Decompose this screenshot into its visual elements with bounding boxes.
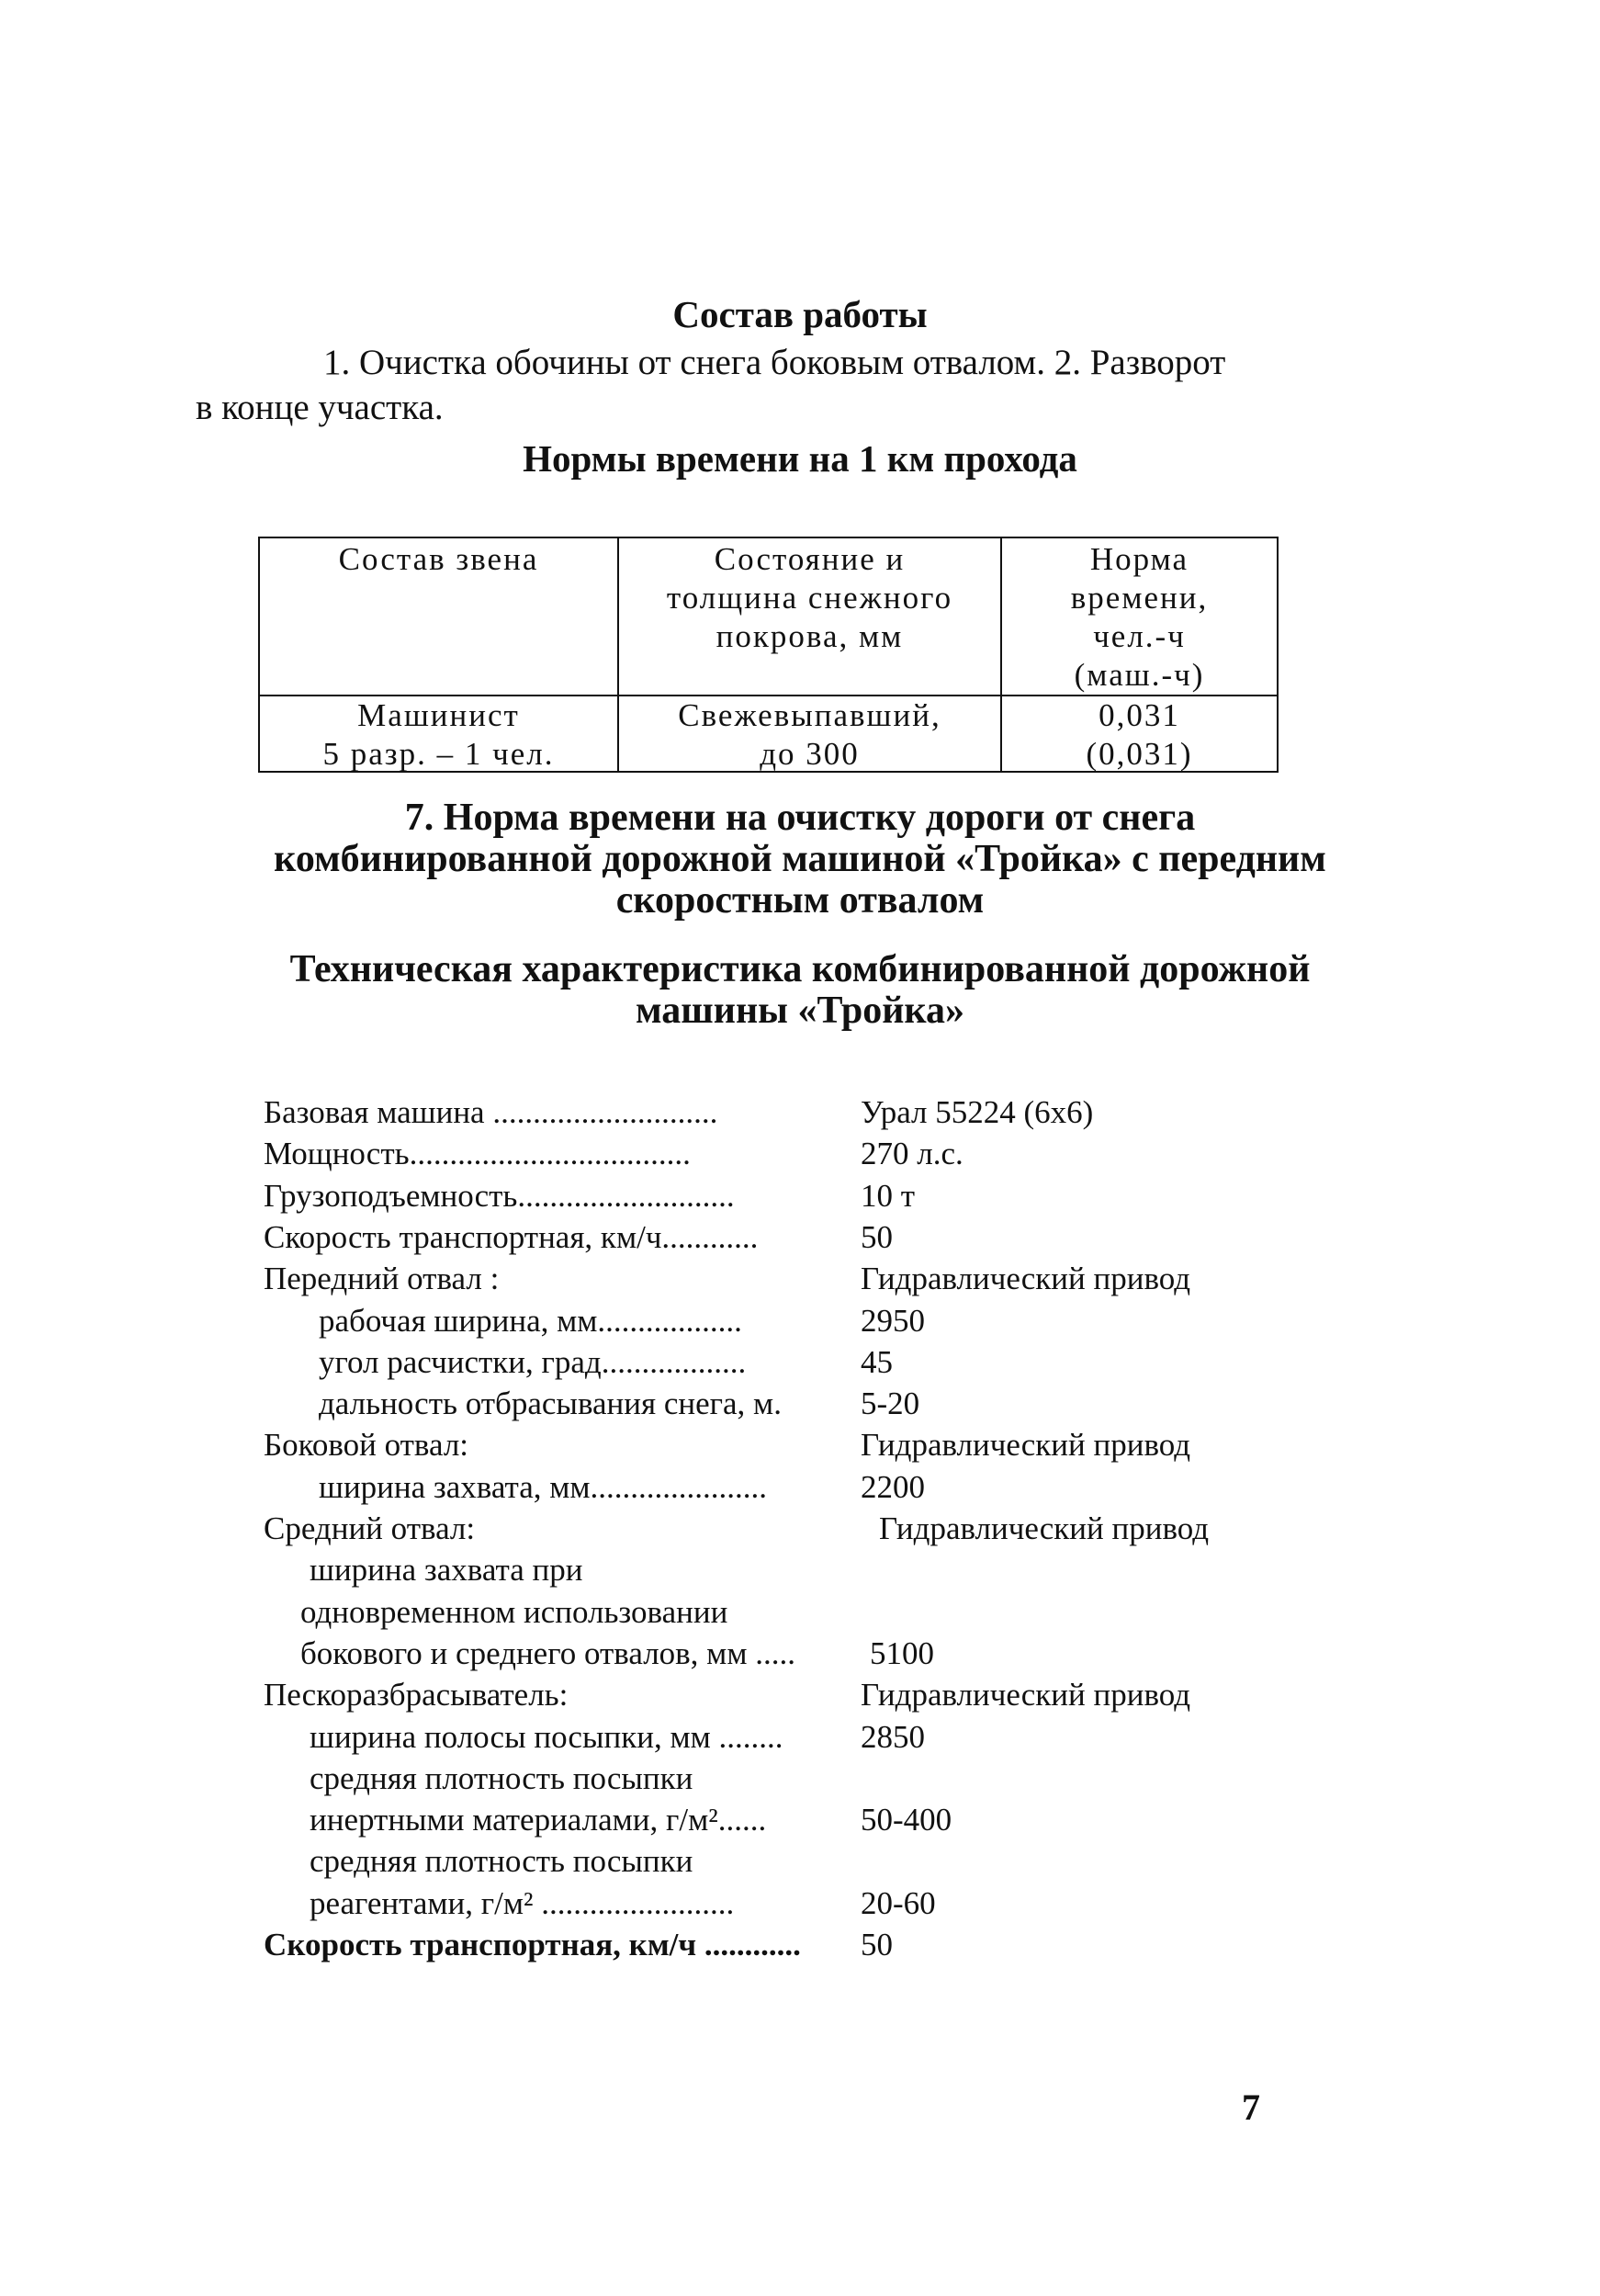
page-number: 7	[1242, 2087, 1260, 2128]
tech-spec-heading-line: машины «Тройка»	[635, 990, 964, 1032]
spec-value: 2200	[861, 1468, 925, 1505]
section7-title-line: скоростным отвалом	[615, 879, 985, 922]
spec-label: средняя плотность посыпки	[310, 1759, 693, 1796]
spec-label: дальность отбрасывания снега, м.	[319, 1386, 782, 1422]
spec-value: 270 л.с.	[861, 1136, 963, 1172]
spec-value: 50-400	[861, 1802, 952, 1838]
section7-title-line: комбинированной дорожной машиной «Тройка» с передним	[274, 838, 1326, 880]
spec-value: 45	[861, 1343, 893, 1380]
cell-line: 0,031	[1099, 697, 1180, 733]
cell-line: Машинист	[357, 697, 520, 733]
cell-line: до 300	[760, 736, 860, 772]
spec-label: ширина захвата при	[310, 1552, 583, 1589]
spec-label: одновременном использовании	[300, 1593, 728, 1630]
header-line: покрова, мм	[715, 618, 904, 654]
tech-spec-heading-line: Техническая характеристика комбинированной дорожной	[289, 948, 1311, 990]
header-line: толщина снежного	[666, 580, 953, 616]
header-line: времени,	[1070, 580, 1209, 616]
spec-label: Скорость транспортная, км/ч............	[264, 1218, 759, 1255]
cell-line: (0,031)	[1086, 736, 1193, 772]
spec-value: 5100	[870, 1634, 934, 1671]
spec-label: бокового и среднего отвалов, мм .....	[300, 1634, 795, 1671]
spec-label: Базовая машина ............................	[264, 1094, 718, 1130]
spec-value: Гидравлический привод	[879, 1510, 1210, 1546]
spec-value: Гидравлический привод	[861, 1677, 1191, 1714]
header-line: Норма	[1089, 541, 1189, 577]
spec-value: 2950	[861, 1302, 925, 1339]
spec-label: ширина захвата, мм......................	[319, 1468, 768, 1505]
cell-line: 5 разр. – 1 чел.	[322, 736, 555, 772]
spec-value: 10 т	[861, 1177, 916, 1214]
spec-label: средняя плотность посыпки	[310, 1843, 693, 1880]
tech-spec-heading	[184, 949, 1416, 1032]
header-cell-crew	[260, 540, 617, 579]
spec-label: Скорость транспортная, км/ч ............	[264, 1927, 801, 1962]
spec-value: Урал 55224 (6х6)	[861, 1094, 1094, 1130]
section7-title	[184, 797, 1416, 922]
spec-label: Средний отвал:	[264, 1510, 476, 1546]
section7-title-line: 7. Норма времени на очистку дороги от снега	[404, 797, 1196, 839]
spec-value: 50	[861, 1927, 893, 1962]
spec-label: рабочая ширина, мм..................	[319, 1302, 742, 1339]
cell-line: Свежевыпавший,	[678, 697, 941, 733]
spec-value: Гидравлический привод	[861, 1427, 1191, 1464]
header-line: Состав звена	[338, 541, 539, 577]
work-composition-heading: Состав работы	[672, 293, 928, 335]
spec-value: 50	[861, 1218, 893, 1255]
spec-value: 2850	[861, 1718, 925, 1755]
spec-label: Грузоподъемность...........................	[264, 1177, 735, 1214]
spec-label: реагентами, г/м² ........................	[310, 1884, 735, 1921]
spec-label: ширина полосы посыпки, мм ........	[310, 1718, 783, 1755]
header-line: чел.-ч	[1093, 618, 1186, 654]
header-cell-norm	[1002, 540, 1277, 695]
norms-heading: Нормы времени на 1 км прохода	[523, 437, 1077, 480]
header-line: Состояние и	[714, 541, 906, 577]
work-composition-text-line2: в конце участка.	[196, 388, 444, 427]
spec-label: Пескоразбрасыватель:	[264, 1677, 569, 1714]
row-cell-snow	[619, 696, 1000, 774]
spec-label: угол расчистки, град..................	[319, 1343, 747, 1380]
spec-value: Гидравлический привод	[861, 1261, 1191, 1297]
spec-label: инертными материалами, г/м²......	[310, 1802, 767, 1838]
row-cell-crew	[260, 696, 617, 774]
work-composition-text-line1: 1. Очистка обочины от снега боковым отвалом. 2. Разворот	[323, 343, 1226, 382]
norms-table	[258, 537, 1279, 773]
spec-value: 5-20	[861, 1386, 920, 1422]
header-cell-snow	[619, 540, 1000, 656]
spec-label: Мощность...................................	[264, 1136, 691, 1172]
header-line: (маш.-ч)	[1074, 657, 1205, 693]
spec-label: Боковой отвал:	[264, 1427, 469, 1464]
spec-value: 20-60	[861, 1884, 936, 1921]
spec-label: Передний отвал :	[264, 1261, 500, 1297]
row-cell-norm	[1002, 696, 1277, 774]
